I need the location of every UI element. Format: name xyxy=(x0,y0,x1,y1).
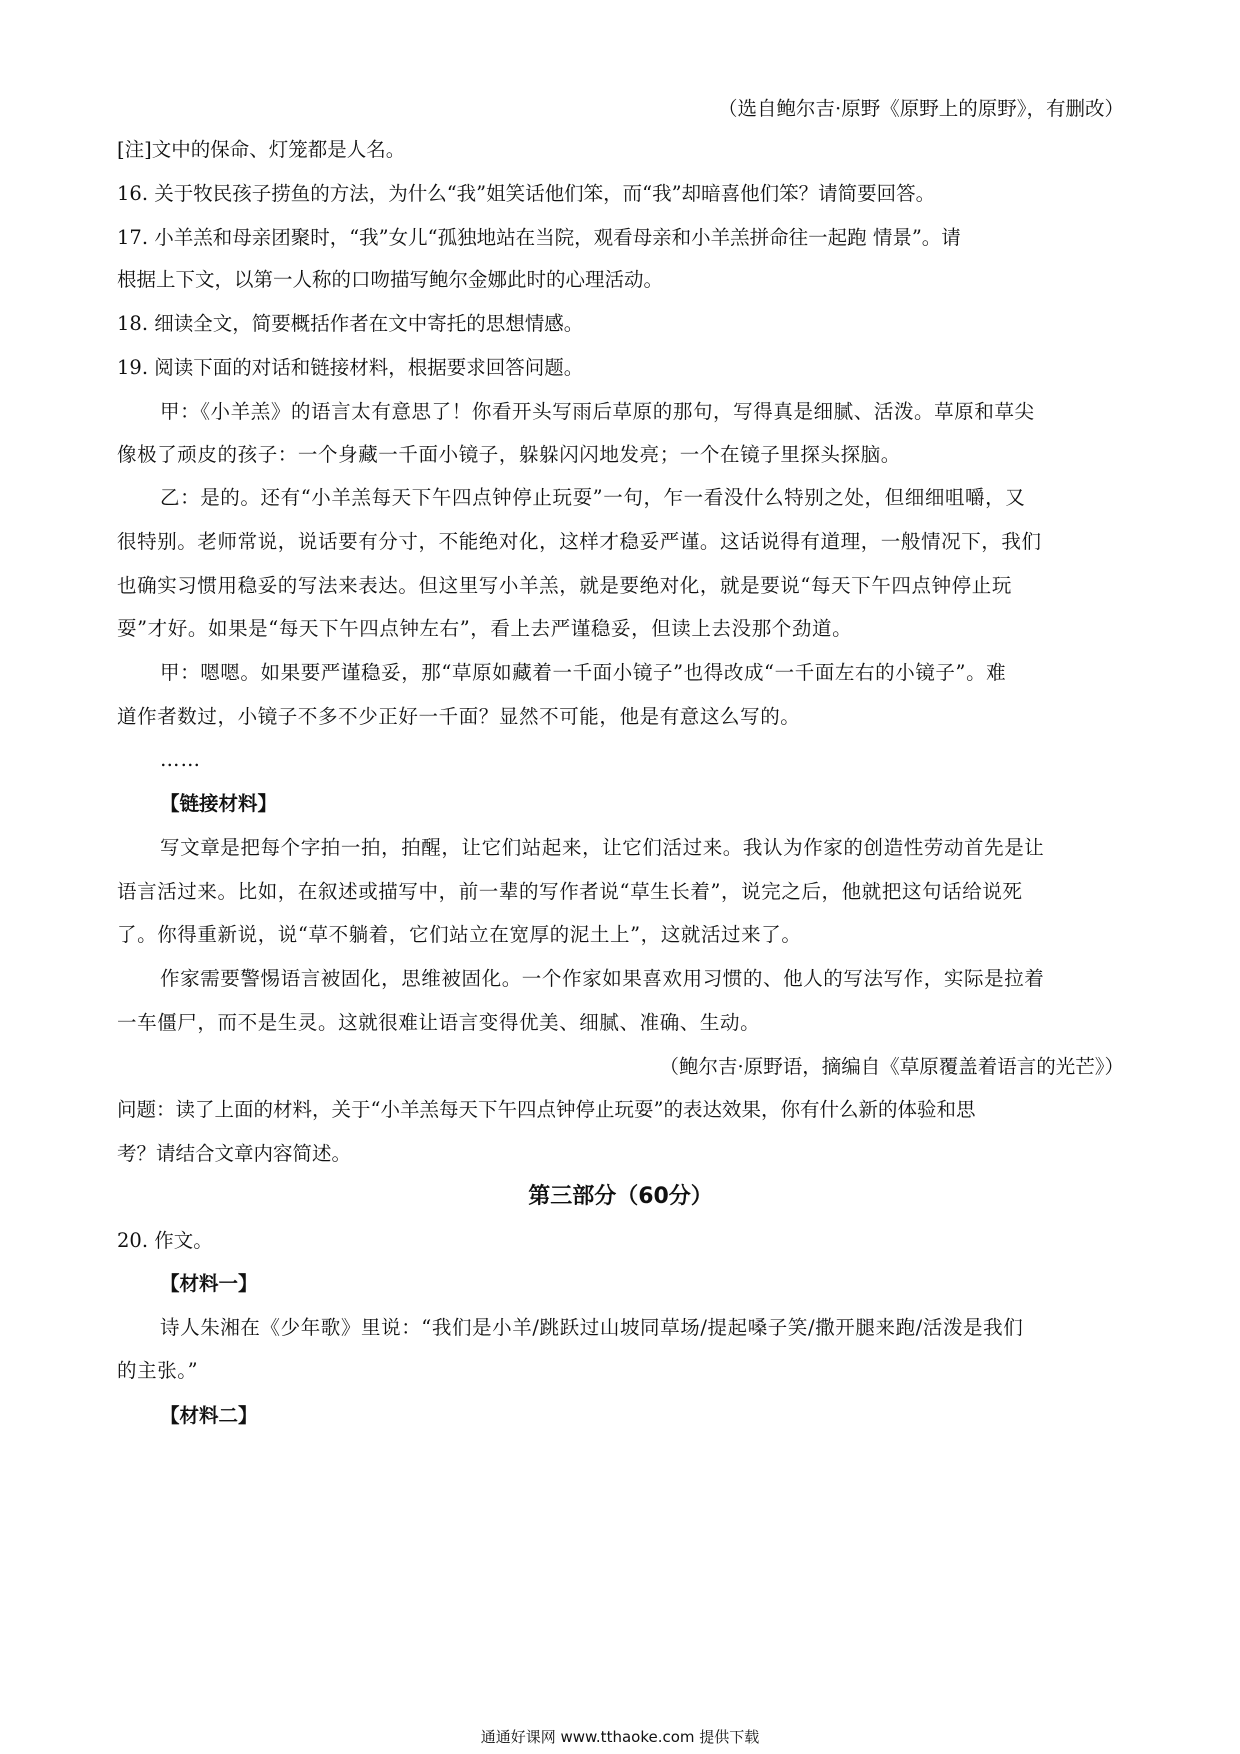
question-18: 18. 细读全文，简要概括作者在文中寄托的思想情感。 xyxy=(117,312,584,335)
dialogue-line: 乙：是的。还有“小羊羔每天下午四点钟停止玩耍”一句，乍一看没什么特别之处，但细细咀嚼，又 xyxy=(160,486,1026,509)
dialogue-line: 甲：嗯嗯。如果要严谨稳妥，那“草原如藏着一千面小镜子”也得改成“一千面左右的小镜子”。难 xyxy=(160,661,1007,684)
question-19-prompt-line-1: 问题：读了上面的材料，关于“小羊羔每天下午四点钟停止玩耍”的表达效果，你有什么新的体验和思 xyxy=(117,1098,976,1121)
part-three-title: 第三部分（60分） xyxy=(528,1184,713,1209)
link-material-line: 作家需要警惕语言被固化，思维被固化。一个作家如果喜欢用习惯的、他人的写法写作，实际是拉着 xyxy=(160,967,1045,990)
question-17-line-2: 根据上下文，以第一人称的口吻描写鲍尔金娜此时的心理活动。 xyxy=(117,268,664,291)
dialogue-ellipsis: …… xyxy=(160,748,201,771)
source-note: （选自鲍尔吉·原野《原野上的原野》，有删改） xyxy=(718,97,1124,120)
dialogue-line: 耍”才好。如果是“每天下午四点钟左右”，看上去严谨稳妥，但读上去没那个劲道。 xyxy=(117,617,853,640)
material-one-line: 的主张。” xyxy=(117,1359,199,1382)
page-footer[interactable]: 通通好课网 www.tthaoke.com 提供下载 xyxy=(480,1728,760,1746)
dialogue-line: 也确实习惯用稳妥的写法来表达。但这里写小羊羔，就是要绝对化，就是要说“每天下午四点钟停止玩 xyxy=(117,574,1012,597)
dialogue-line: 像极了顽皮的孩子：一个身藏一千面小镜子，躲躲闪闪地发亮；一个在镜子里探头探脑。 xyxy=(117,443,901,466)
question-16: 16. 关于牧民孩子捞鱼的方法，为什么“我”姐笑话他们笨，而“我”却暗喜他们笨？请简要回答。 xyxy=(117,182,936,205)
link-material-heading: 【链接材料】 xyxy=(160,792,278,815)
question-19: 19. 阅读下面的对话和链接材料，根据要求回答问题。 xyxy=(117,356,584,379)
link-material-line: 写文章是把每个字拍一拍，拍醒，让它们站起来，让它们活过来。我认为作家的创造性劳动首先是让 xyxy=(160,836,1045,859)
dialogue-line: 道作者数过，小镜子不多不少正好一千面？显然不可能，他是有意这么写的。 xyxy=(117,705,801,728)
question-20: 20. 作文。 xyxy=(117,1229,213,1252)
material-two-heading: 【材料二】 xyxy=(160,1404,258,1427)
material-one-heading: 【材料一】 xyxy=(160,1272,258,1295)
question-17-line-1: 17. 小羊羔和母亲团聚时，“我”女儿“孤独地站在当院，观看母亲和小羊羔拼命往一起跑 情景”。请 xyxy=(117,226,961,249)
link-material-line: 了。你得重新说，说“草不躺着，它们站立在宽厚的泥土上”，这就活过来了。 xyxy=(117,923,802,946)
link-material-line: 语言活过来。比如，在叙述或描写中，前一辈的写作者说“草生长着”，说完之后，他就把这句话给说死 xyxy=(117,880,1023,903)
dialogue-line: 很特别。老师常说，说话要有分寸，不能绝对化，这样才稳妥严谨。这话说得有道理，一般情况下，我们 xyxy=(117,530,1042,553)
question-19-prompt-line-2: 考？请结合文章内容简述。 xyxy=(117,1142,352,1165)
material-one-line: 诗人朱湘在《少年歌》里说：“我们是小羊/跳跃过山坡同草场/提起嗓子笑/撒开腿来跑/活泼是我们 xyxy=(160,1316,1024,1339)
dialogue-line: 甲：《小羊羔》的语言太有意思了！你看开头写雨后草原的那句，写得真是细腻、活泼。草原和草尖 xyxy=(160,400,1035,423)
link-material-line: 一车僵尸，而不是生灵。这就很难让语言变得优美、细腻、准确、生动。 xyxy=(117,1011,761,1034)
link-material-source: （鲍尔吉·原野语，摘编自《草原覆盖着语言的光芒》） xyxy=(659,1055,1124,1078)
annotation-note: [注]文中的保命、灯笼都是人名。 xyxy=(117,138,406,161)
